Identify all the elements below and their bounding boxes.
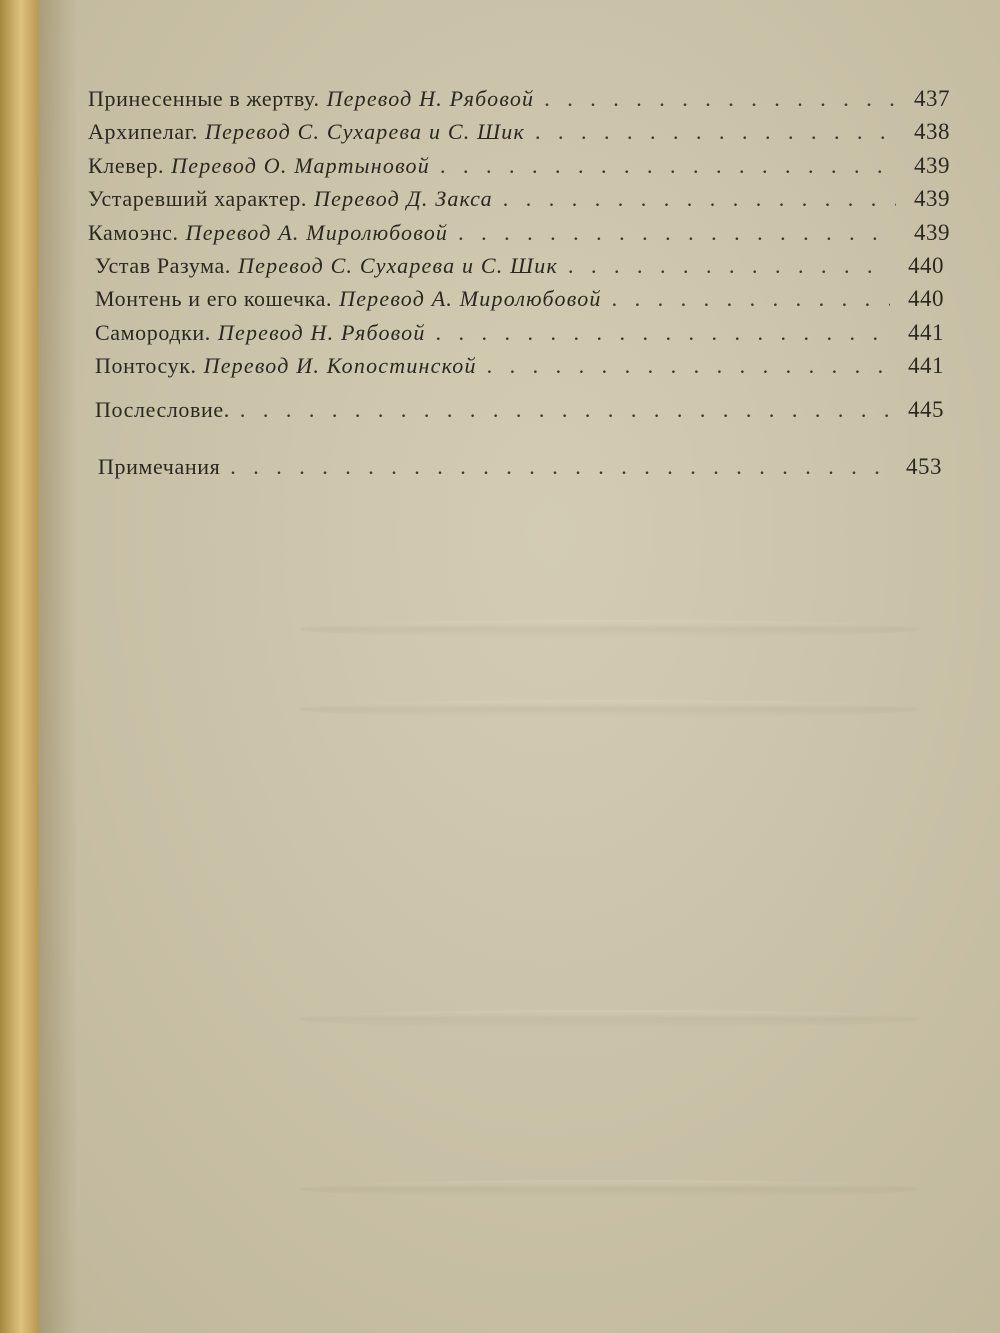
toc-entry-title: Примечания <box>98 453 221 479</box>
paper-wrinkle <box>300 620 920 638</box>
toc-entry-title: Монтень и его кошечка. <box>95 286 333 312</box>
toc-entry-page: 453 <box>906 453 942 479</box>
paper-wrinkle <box>300 700 920 718</box>
binding-shadow <box>38 0 78 1333</box>
toc-entry-page: 439 <box>914 186 950 212</box>
toc-entry-translator: Перевод И. Копостинской <box>203 353 477 379</box>
dot-leader <box>568 253 890 279</box>
toc-entry <box>88 186 950 219</box>
toc-entry-translator: Перевод А. Миролюбовой <box>339 286 602 312</box>
toc-entry-title: Устав Разума. <box>95 252 232 278</box>
table-of-contents <box>88 86 950 487</box>
toc-entry-page: 441 <box>908 353 944 379</box>
toc-entry-page: 440 <box>908 252 944 278</box>
toc-entry-title: Понтосук. <box>95 353 197 379</box>
toc-entry-page: 439 <box>914 219 950 245</box>
dot-leader <box>240 397 890 423</box>
page-binding-edge <box>0 0 38 1333</box>
toc-entry-title: Принесенные в жертву. <box>88 86 320 111</box>
toc-entry <box>88 320 950 353</box>
toc-entry-page: 437 <box>914 86 950 111</box>
toc-entry-translator: Перевод О. Мартыновой <box>171 152 430 178</box>
toc-entry-page: 441 <box>908 319 944 345</box>
toc-entry-notes <box>88 454 950 487</box>
toc-entry <box>88 86 950 119</box>
dot-leader <box>440 153 896 179</box>
toc-entry-translator: Перевод Н. Рябовой <box>326 86 535 111</box>
toc-entry <box>88 253 950 286</box>
toc-entry-title: Послесловие. <box>95 396 230 422</box>
toc-entry <box>88 153 950 186</box>
toc-entry-translator: Перевод А. Миролюбовой <box>185 219 449 245</box>
toc-entry-title: Самородки. <box>95 319 211 345</box>
dot-leader <box>487 353 890 379</box>
dot-leader <box>458 220 896 246</box>
toc-entry <box>88 119 950 152</box>
dot-leader <box>230 454 888 480</box>
toc-entry-translator: Перевод Н. Рябовой <box>217 319 426 345</box>
toc-entry-translator: Перевод Д. Закса <box>314 186 493 212</box>
dot-leader <box>436 320 890 346</box>
dot-leader <box>544 86 896 112</box>
toc-entry-title: Клевер. <box>88 152 165 178</box>
toc-entry-page: 438 <box>914 119 950 145</box>
toc-entry-translator: Перевод С. Сухарева и С. Шик <box>204 119 525 145</box>
toc-entry-afterword <box>88 397 950 430</box>
toc-entry <box>88 353 950 386</box>
dot-leader <box>612 286 890 312</box>
toc-entry-title: Устаревший характер. <box>88 186 308 212</box>
toc-entry <box>88 220 950 253</box>
paper-wrinkle <box>300 1010 920 1028</box>
toc-entry <box>88 286 950 319</box>
toc-entry-title: Архипелаг. <box>88 119 198 145</box>
toc-entry-translator: Перевод С. Сухарева и С. Шик <box>238 252 559 278</box>
toc-entry-page: 439 <box>914 152 950 178</box>
dot-leader <box>503 186 896 212</box>
dot-leader <box>535 119 896 145</box>
toc-entry-page: 445 <box>908 396 944 422</box>
paper-wrinkle <box>300 1180 920 1198</box>
toc-entry-title: Камоэнс. <box>88 219 179 245</box>
toc-entry-page: 440 <box>908 286 944 312</box>
